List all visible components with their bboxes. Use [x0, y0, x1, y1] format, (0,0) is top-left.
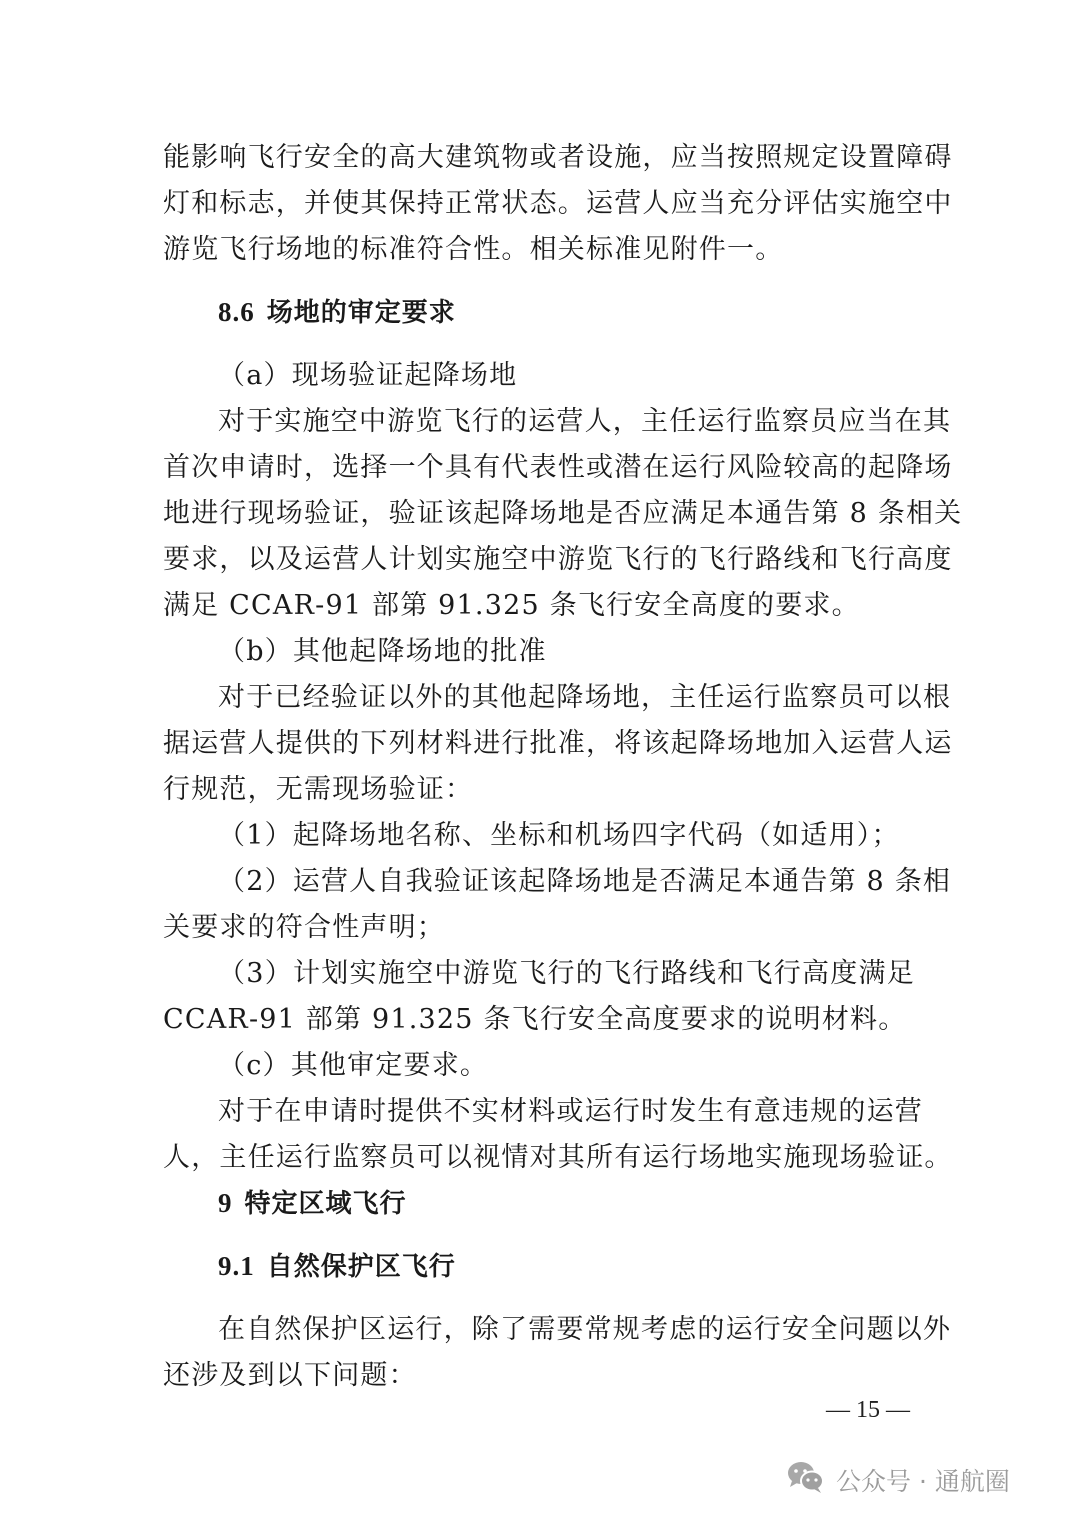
paragraph-line: 对于在申请时提供不实材料或运行时发生有意违规的运营	[218, 1096, 923, 1127]
section-heading-9-1	[218, 1243, 456, 1289]
section-title: 特定区域飞行	[244, 1189, 407, 1219]
sub-item-3: （3）计划实施空中游览飞行的飞行路线和飞行高度满足	[218, 958, 915, 989]
page-number: — 15 —	[826, 1397, 910, 1423]
section-heading-8-6	[218, 289, 456, 335]
item-c-label: （c）其他审定要求。	[218, 1050, 489, 1081]
paragraph-line: 还涉及到以下问题：	[163, 1360, 417, 1391]
item-a-label: （a）现场验证起降场地	[218, 360, 518, 391]
wechat-icon	[786, 1460, 836, 1500]
sub-item-2-cont: 关要求的符合性声明；	[163, 912, 445, 943]
paragraph-line: 首次申请时，选择一个具有代表性或潜在运行风险较高的起降场	[163, 452, 953, 483]
section-heading-9	[218, 1180, 407, 1226]
item-b-label: （b）其他起降场地的批准	[218, 636, 547, 667]
section-number: 9.1	[218, 1251, 255, 1281]
sub-item-1: （1）起降场地名称、坐标和机场四字代码（如适用）；	[218, 820, 900, 851]
paragraph-line: 人，主任运行监察员可以视情对其所有运行场地实施现场验证。	[163, 1142, 953, 1173]
paragraph-line: 在自然保护区运行，除了需要常规考虑的运行安全问题以外	[218, 1314, 952, 1345]
watermark	[786, 1460, 1010, 1500]
sub-item-3-cont: CCAR-91 部第 91.325 条飞行安全高度要求的说明材料。	[163, 1004, 907, 1035]
paragraph-line: 满足 CCAR-91 部第 91.325 条飞行安全高度的要求。	[163, 590, 860, 621]
paragraph-line: 要求，以及运营人计划实施空中游览飞行的飞行路线和飞行高度	[163, 544, 953, 575]
paragraph-line: 游览飞行场地的标准符合性。相关标准见附件一。	[163, 234, 784, 265]
paragraph-line: 行规范，无需现场验证：	[163, 774, 474, 805]
sub-item-2: （2）运营人自我验证该起降场地是否满足本通告第 8 条相	[218, 866, 952, 897]
paragraph-line: 灯和标志，并使其保持正常状态。运营人应当充分评估实施空中	[163, 188, 953, 219]
section-title: 自然保护区飞行	[266, 1252, 456, 1282]
paragraph-line: 地进行现场验证，验证该起降场地是否应满足本通告第 8 条相关	[163, 498, 963, 529]
section-title: 场地的审定要求	[266, 298, 456, 328]
watermark-text: 公众号 · 通航圈	[836, 1467, 1010, 1496]
section-number: 9	[218, 1188, 233, 1218]
paragraph-line: 能影响飞行安全的高大建筑物或者设施，应当按照规定设置障碍	[163, 142, 953, 173]
paragraph-line: 据运营人提供的下列材料进行批准，将该起降场地加入运营人运	[163, 728, 953, 759]
paragraph-line: 对于实施空中游览飞行的运营人，主任运行监察员应当在其	[218, 406, 952, 437]
paragraph-line: 对于已经验证以外的其他起降场地，主任运行监察员可以根	[218, 682, 952, 713]
section-number: 8.6	[218, 297, 255, 327]
